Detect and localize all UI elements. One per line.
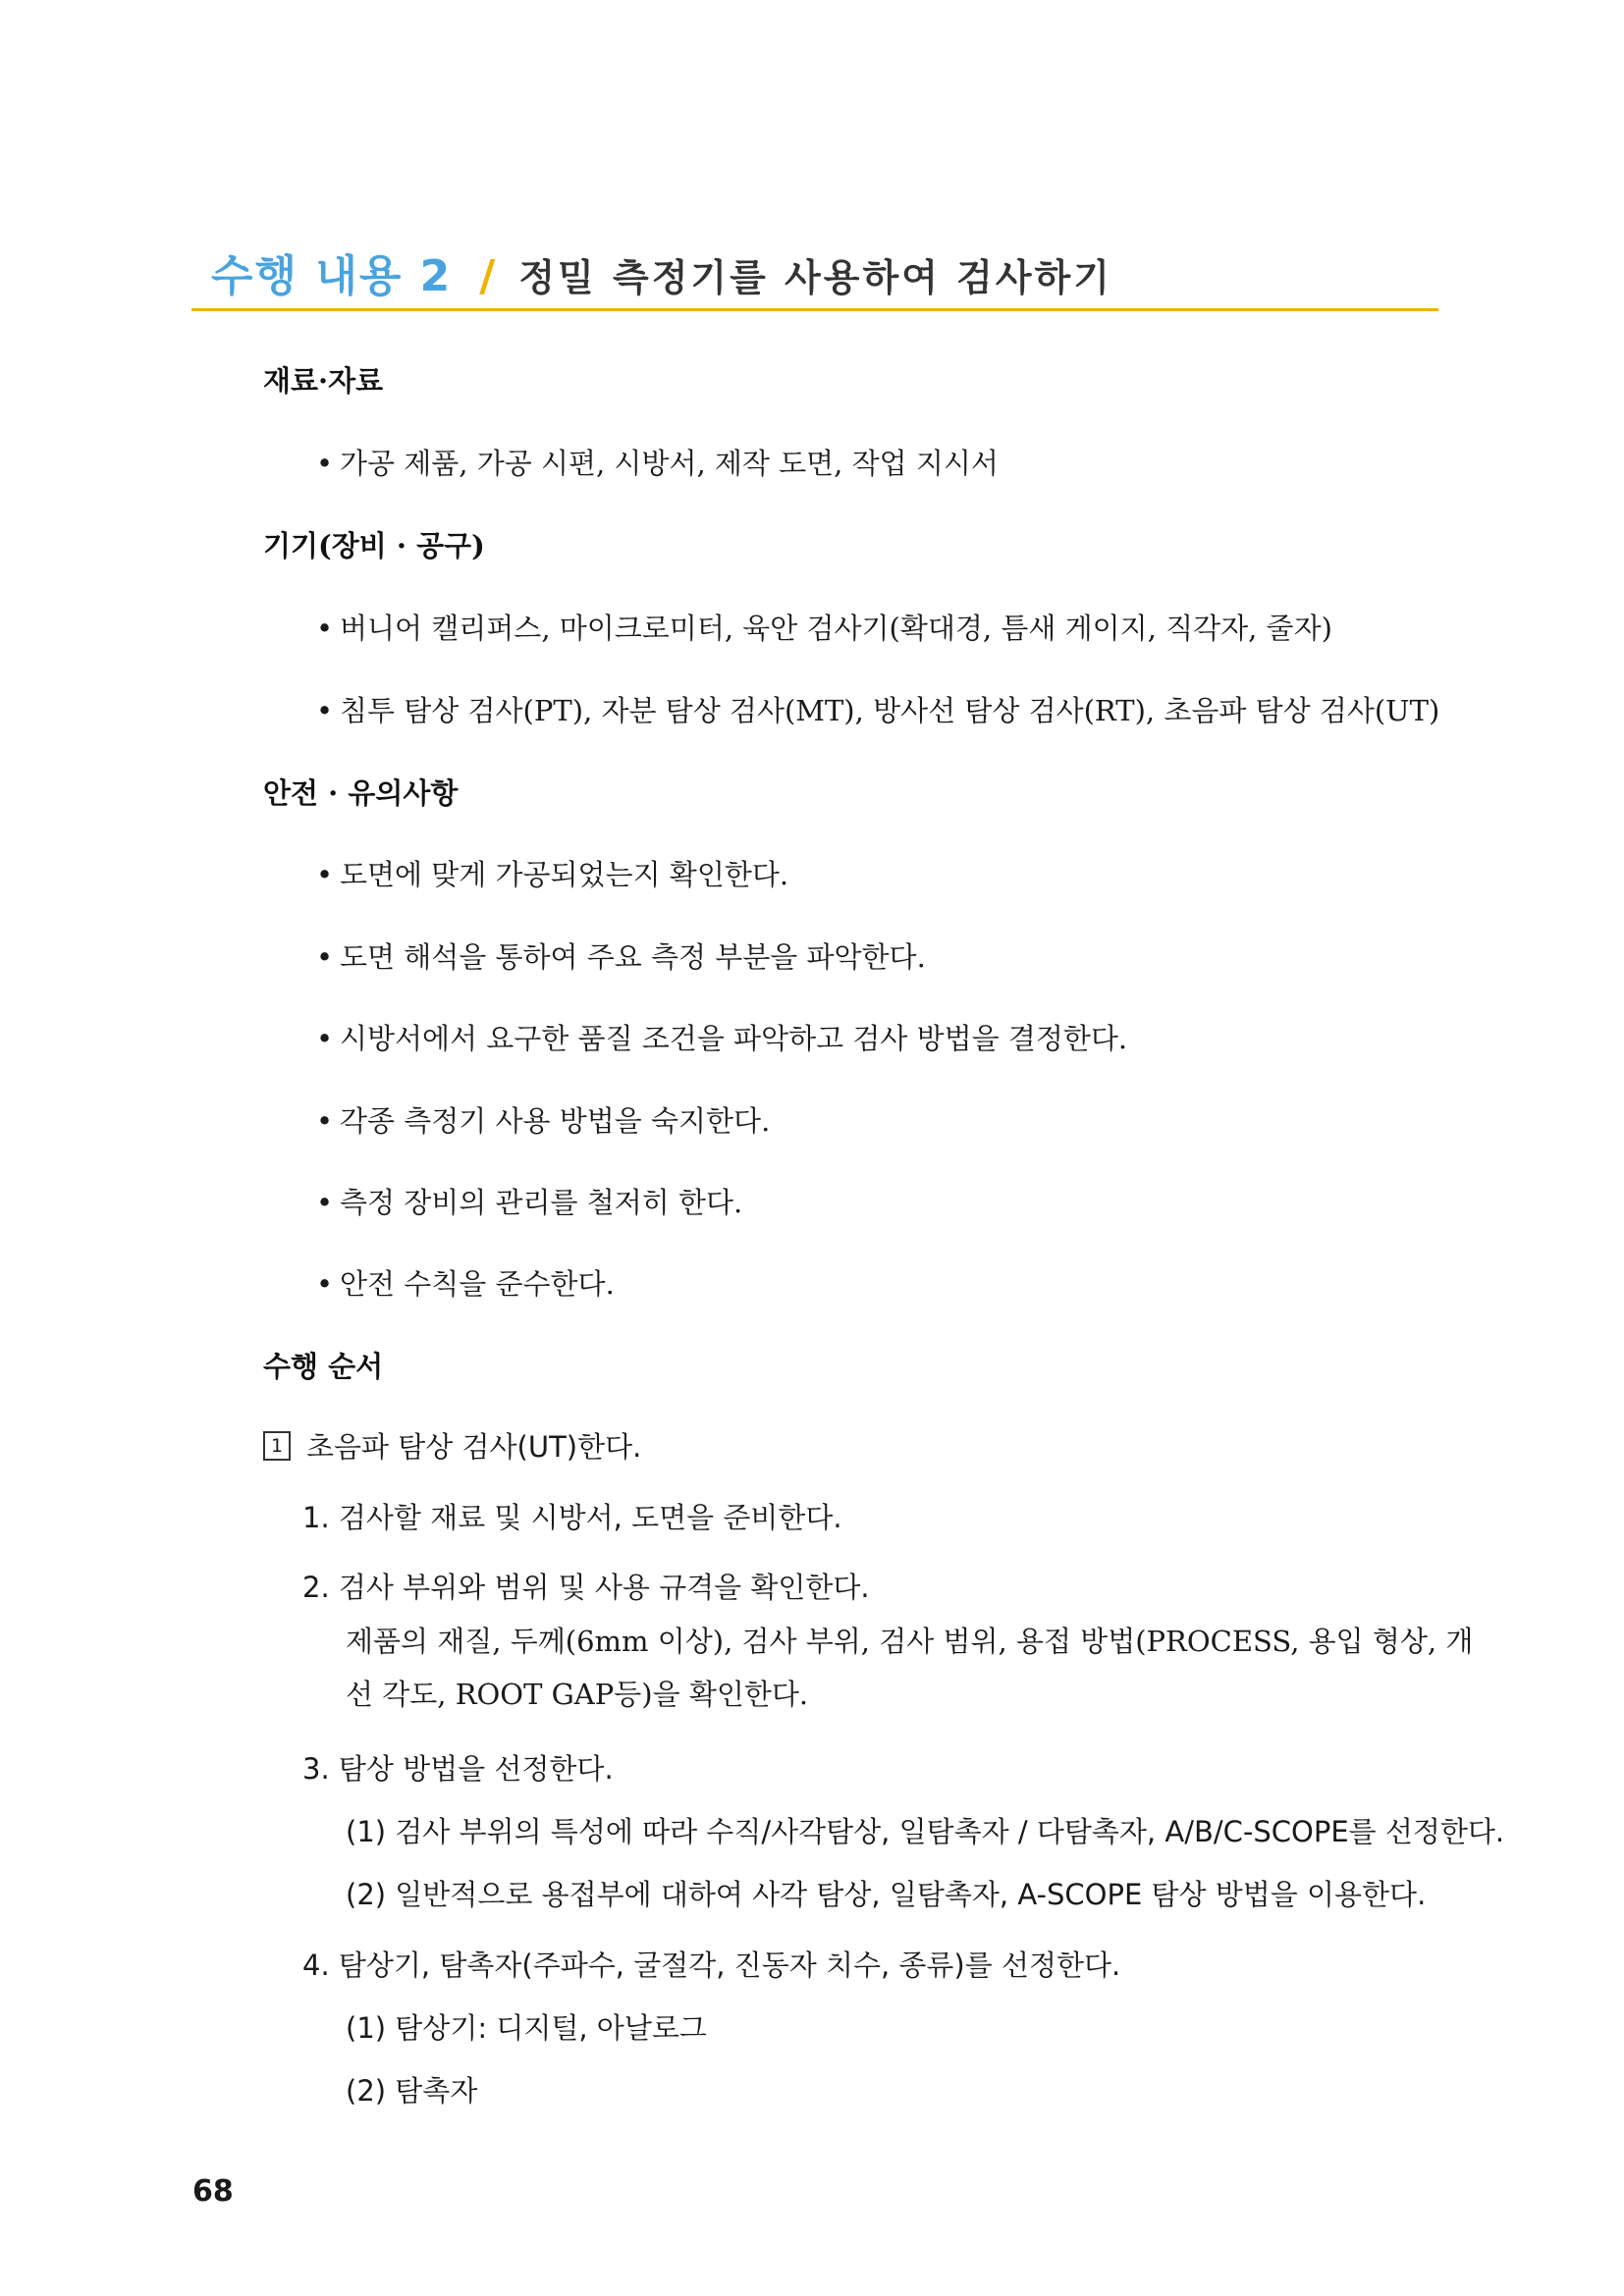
substep-item: (2) 탐촉자 (346, 2074, 478, 2108)
step-item: 1. 검사할 재료 및 시방서, 도면을 준비한다. (302, 1501, 842, 1534)
procedure-heading: 수행 순서 (263, 1350, 384, 1383)
substep-item: (2) 일반적으로 용접부에 대하여 사각 탐상, 일탐촉자, A-SCOPE 탐상 방법을 이용한다. (346, 1878, 1427, 1911)
substep-item: (1) 탐상기: 디지털, 아날로그 (346, 2011, 707, 2045)
materials-item: • 가공 제품, 가공 시편, 시방서, 제작 도면, 작업 지시서 (316, 447, 999, 480)
substep-item: (1) 검사 부위의 특성에 따라 수직/사각탐상, 일탐촉자 / 다탐촉자, A/B/C-SCOPE를 선정한다. (346, 1815, 1505, 1848)
safety-item: • 도면 해석을 통하여 주요 측정 부분을 파악한다. (316, 940, 926, 974)
procedure-main-step (263, 1425, 641, 1466)
header-rule (191, 308, 1438, 311)
safety-heading: 안전 · 유의사항 (263, 776, 459, 810)
page-number: 68 (192, 2174, 234, 2209)
safety-item: • 시방서에서 요구한 품질 조건을 파악하고 검사 방법을 결정한다. (316, 1022, 1128, 1055)
materials-heading: 재료·자료 (263, 364, 384, 398)
section-title: 정밀 측정기를 사용하여 검사하기 (518, 256, 1112, 299)
step-item: 3. 탐상 방법을 선정한다. (302, 1752, 614, 1786)
step-description: 선 각도, ROOT GAP등)을 확인한다. (346, 1678, 809, 1711)
equipment-heading: 기기(장비 · 공구) (263, 529, 485, 562)
section-label: 수행 내용 2 (211, 251, 453, 301)
step-description: 제품의 재질, 두께(6mm 이상), 검사 부위, 검사 범위, 용접 방법(PROCESS, 용입 형상, 개 (346, 1625, 1474, 1658)
safety-item: • 각종 측정기 사용 방법을 숙지한다. (316, 1104, 771, 1138)
step-item: 2. 검사 부위와 범위 및 사용 규격을 확인한다. (302, 1571, 870, 1604)
header-separator: / (479, 251, 496, 301)
safety-item: • 안전 수칙을 준수한다. (316, 1267, 615, 1301)
equipment-item: • 침투 탐상 검사(PT), 자분 탐상 검사(MT), 방사선 탐상 검사(RT), 초음파 탐상 검사(UT) (316, 694, 1440, 727)
section-header (211, 240, 1112, 303)
equipment-item: • 버니어 캘리퍼스, 마이크로미터, 육안 검사기(확대경, 틈새 게이지, 직각자, 줄자) (316, 612, 1332, 645)
safety-item: • 도면에 맞게 가공되었는지 확인한다. (316, 858, 789, 891)
main-step-title: 초음파 탐상 검사(UT)한다. (306, 1430, 642, 1464)
safety-item: • 측정 장비의 관리를 철저히 한다. (316, 1186, 743, 1219)
step-item: 4. 탐상기, 탐촉자(주파수, 굴절각, 진동자 치수, 종류)를 선정한다. (302, 1949, 1121, 1982)
step-number-box: 1 (263, 1431, 291, 1461)
